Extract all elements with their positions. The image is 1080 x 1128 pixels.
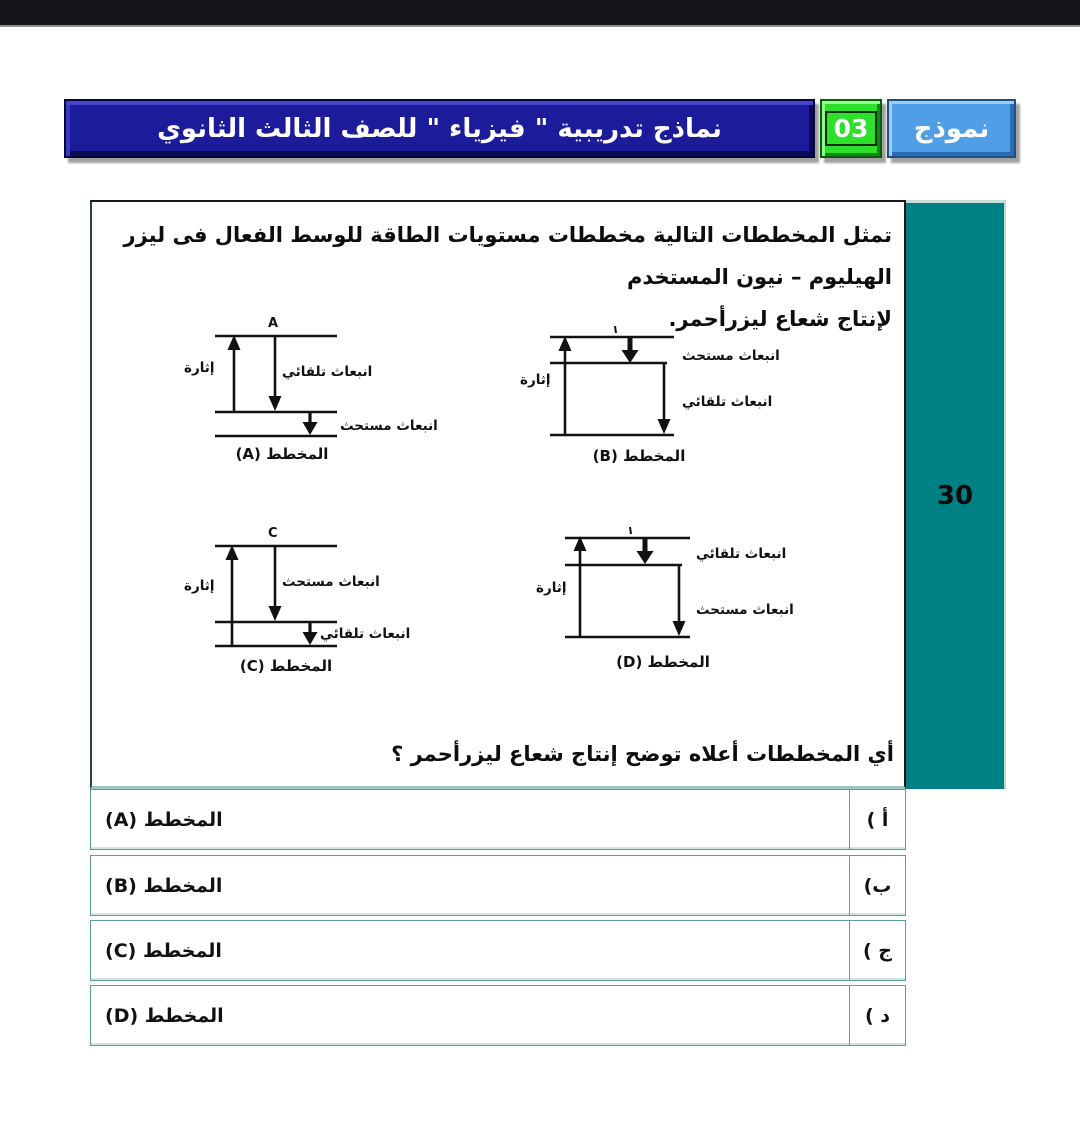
energy-diagram-A — [182, 316, 452, 470]
question-intro-line2: لإنتاج شعاع ليزرأحمر. — [668, 307, 892, 331]
stimulated-emission-label: انبعاث مستحث — [340, 418, 438, 434]
diagram-A-caption: المخطط (A) — [235, 445, 329, 463]
excitation-label: إثارة — [520, 372, 551, 388]
level-tick — [615, 326, 616, 333]
energy-diagram-D — [532, 522, 822, 677]
excitation-label: إثارة — [536, 580, 567, 596]
diagram-C-caption: المخطط (C) — [239, 657, 333, 675]
option-row-c[interactable] — [90, 920, 906, 981]
model-number-box — [820, 99, 882, 158]
spontaneous-emission-label: انبعاث تلقائي — [682, 394, 773, 410]
excitation-label: إثارة — [184, 578, 215, 594]
excitation-label: إثارة — [184, 360, 215, 376]
top-black-bar — [0, 0, 1080, 27]
level-tick — [630, 527, 631, 534]
option-row-d[interactable] — [90, 985, 906, 1046]
option-letter: د ) — [849, 986, 905, 1045]
question-body — [90, 200, 906, 789]
stimulated-emission-label: انبعاث مستحث — [282, 574, 380, 590]
model-label-box — [887, 99, 1016, 158]
option-letter: ج ) — [849, 921, 905, 980]
energy-diagram-C — [182, 526, 452, 680]
option-row-b[interactable] — [90, 855, 906, 916]
question-prompt: أي المخططات أعلاه توضح إنتاج شعاع ليزرأحمر ؟ — [391, 742, 894, 766]
banner-title-box — [64, 99, 815, 158]
spontaneous-emission-label: انبعاث تلقائي — [696, 546, 787, 562]
level-label-A: A — [268, 316, 279, 331]
model-number: 03 — [825, 111, 878, 146]
stimulated-emission-label: انبعاث مستحث — [696, 602, 794, 618]
spontaneous-emission-label: انبعاث تلقائي — [282, 364, 373, 380]
banner-title: نماذج تدريبية " فيزياء " للصف الثالث الثانوي — [157, 113, 722, 144]
option-letter: أ ) — [849, 790, 905, 849]
option-text: المخطط (D) — [105, 1004, 224, 1027]
spontaneous-emission-label: انبعاث تلقائي — [320, 626, 411, 642]
question-number: 30 — [936, 481, 974, 511]
option-text: المخطط (B) — [105, 874, 223, 897]
option-row-a[interactable] — [90, 789, 906, 850]
question-number-cell — [906, 200, 1006, 789]
option-letter: ب) — [849, 856, 905, 915]
option-text: المخطط (A) — [105, 808, 223, 831]
question-intro-line1: تمثل المخططات التالية مخططات مستويات الطاقة للوسط الفعال فى ليزر الهيليوم – نيون المستخدم — [123, 223, 892, 289]
model-label: نموذج — [913, 113, 990, 144]
stimulated-emission-label: انبعاث مستحث — [682, 348, 780, 364]
diagram-B-caption: المخطط (B) — [592, 447, 686, 465]
energy-diagram-B — [512, 320, 802, 470]
level-label-C: C — [268, 526, 278, 541]
diagram-D-caption: المخطط (D) — [616, 653, 710, 671]
option-text: المخطط (C) — [105, 939, 222, 962]
